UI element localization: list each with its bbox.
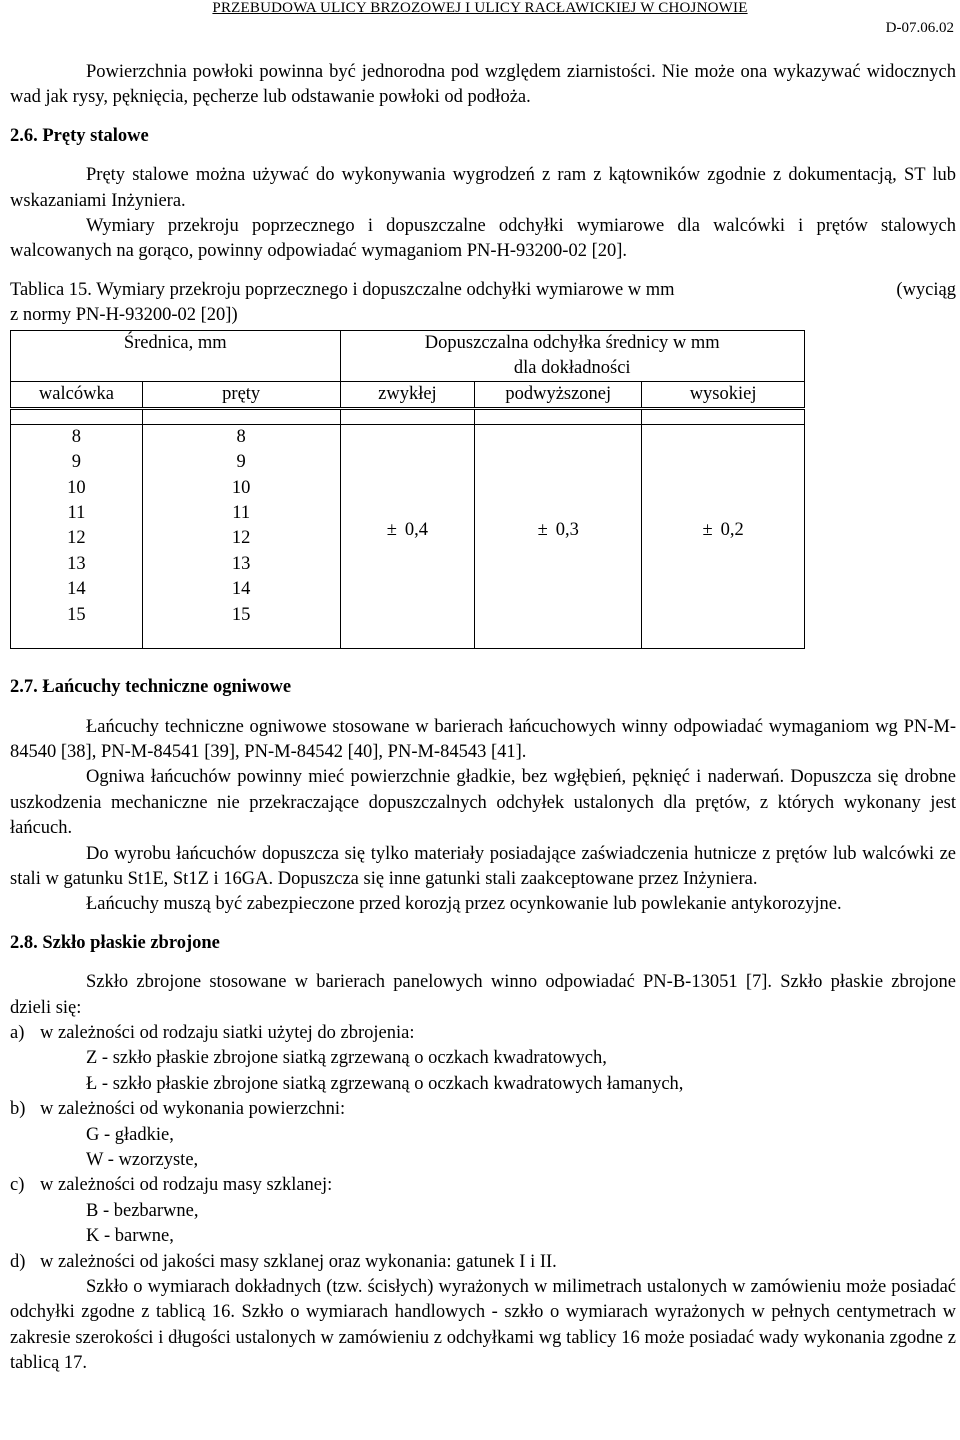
list-subitem: B - bezbarwne, [86,1200,199,1221]
list-subitem: Z - szkło płaskie zbrojone siatką zgrzewaną o oczkach kwadratowych, [86,1048,607,1069]
document-header-title: PRZEBUDOWA ULICY BRZOZOWEJ I ULICY RACŁAWICKIEJ W CHOJNOWIE [212,0,748,16]
table-cell: 9 [71,452,82,473]
table-cell: 8 [71,426,82,447]
col-header-walcowka: walcówka [11,381,143,408]
table-cell: 10 [67,477,86,498]
section-2-8-paragraph-1: Szkło zbrojone stosowane w barierach panelowych winno odpowiadać PN-B-13051 [7]. Szkło płaskie zbrojone dzieli się: [10,972,956,1018]
list-subitem: G - gładkie, [86,1124,174,1145]
table-cell: 12 [231,528,251,549]
walcowka-values [11,424,143,648]
list-text: w zależności od rodzaju masy szklanej: [40,1175,333,1196]
list-text: w zależności od rodzaju siatki użytej do zbrojenia: [40,1022,415,1043]
table-cell: 12 [67,528,86,549]
plus-minus-sign: ± [702,519,713,540]
list-text: w zależności od jakości masy szklanej oraz wykonania: gatunek I i II. [40,1251,557,1272]
table-cell: 10 [231,477,251,498]
table-head-tolerance [340,330,805,381]
table-15-caption-extract: (wyciąg [896,279,956,300]
list-item [10,1250,956,1275]
table-cell: 11 [232,503,251,524]
tolerance-value: 0,4 [404,519,429,540]
section-2-6-paragraph-1: Pręty stalowe można używać do wykonywania wygrodzeń z ram z kątowników zgodnie z dokumentacją, ST lub wskazaniami Inżyniera. [10,165,956,211]
table-head-tolerance-line-2: dla dokładności [513,357,631,378]
list-subitem: K - barwne, [86,1226,174,1247]
section-2-7-paragraph-2: Ogniwa łańcuchów powinny mieć powierzchnie gładkie, bez wgłębień, pęknięć i naderwań. Dopuszcza się drobne uszkodzenia mechaniczne nie przekraczające dopuszczalnych odchyłek ustalonych dla prętów, z których wykonany jest łańcuch. [10,767,956,839]
document-body [10,60,956,1377]
section-2-7-paragraph-4: Łańcuchy muszą być zabezpieczone przed korozją przez ocynkowanie lub powlekanie antykorozyjne. [86,894,842,915]
table-15-caption-text: Tablica 15. Wymiary przekroju poprzecznego i dopuszczalne odchyłki wymiarowe w mm [10,279,675,300]
table-head-diameter: Średnica, mm [11,330,341,381]
section-2-7-paragraph-1: Łańcuchy techniczne ogniwowe stosowane w barierach łańcuchowych winny odpowiadać wymaganiom wg PN-M-84540 [38], PN-M-84541 [39], PN-M-84542 [40], PN-M-84543 [41]. [10,716,956,762]
list-subitem: W - wzorzyste, [86,1150,199,1170]
list-item [10,1097,956,1122]
tolerance-wysokiej [642,424,805,648]
tolerance-value: 0,2 [720,519,744,540]
list-item [10,1173,956,1198]
list-item [10,1021,956,1046]
list-label: d) [10,1251,26,1272]
table-cell: 15 [67,604,86,625]
table-cell: 15 [231,604,251,625]
col-header-zwyklej: zwykłej [340,381,475,408]
table-15-caption-line-2: z normy PN-H-93200-02 [20]) [10,304,238,325]
table-cell: 13 [67,553,86,574]
table-cell: 9 [236,452,246,473]
col-header-prety: pręty [142,381,340,408]
list-label: a) [10,1022,25,1043]
table-cell: 14 [231,579,251,600]
table-cell: 13 [231,553,251,574]
tolerance-zwyklej [340,424,475,648]
table-cell: 14 [67,579,86,600]
section-2-7-heading: 2.7. Łańcuchy techniczne ogniwowe [10,677,292,698]
list-label: c) [10,1175,25,1196]
col-header-podwyzszonej: podwyższonej [475,381,642,408]
table-15-caption [10,278,956,303]
table-head-tolerance-line-1: Dopuszczalna odchyłka średnicy w mm [424,332,720,353]
list-text: w zależności od wykonania powierzchni: [40,1099,346,1120]
list-subitem: Ł - szkło płaskie zbrojone siatką zgrzewaną o oczkach kwadratowych łamanych, [86,1073,684,1094]
section-2-8-heading: 2.8. Szkło płaskie zbrojone [10,932,220,953]
plus-minus-sign: ± [537,519,548,540]
table-cell: 8 [236,426,246,447]
table-15 [10,330,805,649]
prety-values [142,424,340,648]
section-2-6-paragraph-2: Wymiary przekroju poprzecznego i dopuszczalne odchyłki wymiarowe dla walcówki i prętów stalowych walcowanych na gorąco, powinny odpowiadać wymaganiom PN-H-93200-02 [20]. [10,216,956,262]
tolerance-podwyzszonej [475,424,642,648]
section-2-6-heading: 2.6. Pręty stalowe [10,125,149,146]
tolerance-value: 0,3 [555,519,579,540]
section-2-7-paragraph-3: Do wyrobu łańcuchów dopuszcza się tylko materiały posiadające zaświadczenia hutnicze z prętów lub walcówki ze stali w gatunku St1E, St1Z i 16GA. Dopuszcza się inne gatunki stali zaakceptowane przez Inżyniera. [10,843,956,889]
plus-minus-sign: ± [386,519,397,540]
intro-paragraph: Powierzchnia powłoki powinna być jednorodna pod względem ziarnistości. Nie może ona wykazywać widocznych wad jak rysy, pęknięcia, pęcherze lub odstawanie powłoki od podłoża. [10,62,956,108]
col-header-wysokiej: wysokiej [642,381,805,408]
section-2-8-paragraph-last: Szkło o wymiarach dokładnych (tzw. ścisłych) wyrażonych w milimetrach ustalonych w zamówieniu może posiadać odchyłki zgodne z tablicą 16. Szkło o wymiarach handlowych - szkło o wymiarach wyrażonych w pełnych centymetrach w zakresie szerokości i długości ustalonych w zamówieniu z odchyłkami wg tablicy 16 może posiadać wady wykonania zgodne z tablicą 17. [10,1277,956,1374]
list-label: b) [10,1099,26,1120]
table-cell: 11 [67,503,86,524]
document-code: D-07.06.02 [885,20,954,36]
